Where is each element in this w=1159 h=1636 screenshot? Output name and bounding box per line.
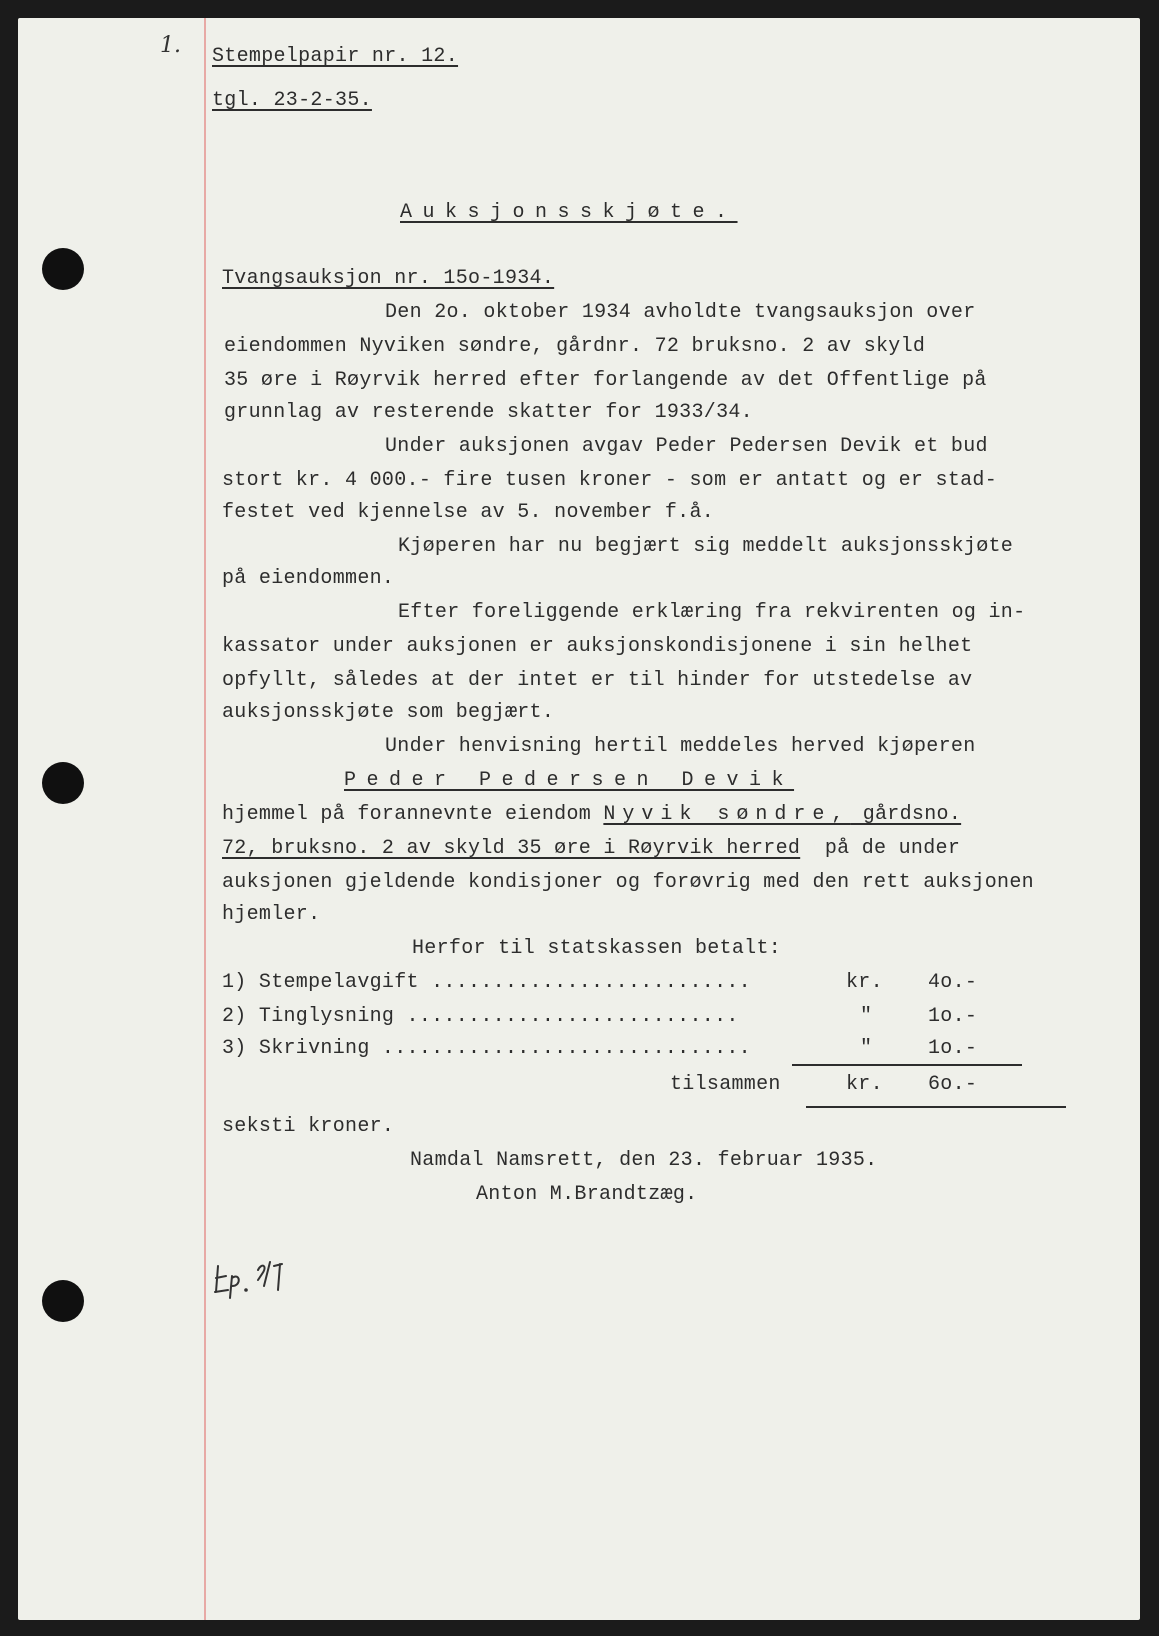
total-rule xyxy=(806,1106,1066,1108)
place-date: Namdal Namsrett, den 23. februar 1935. xyxy=(410,1149,878,1172)
fee-amount: 1o.- xyxy=(928,1037,978,1060)
text-line: Kjøperen har nu begjært sig meddelt auksjonsskjøte xyxy=(398,535,1014,558)
handwritten-initials xyxy=(212,1252,302,1305)
total-label: tilsammen xyxy=(670,1073,781,1096)
total-amount: 6o.- xyxy=(928,1073,978,1096)
text-line: Under auksjonen avgav Peder Pedersen Devik et bud xyxy=(385,435,988,458)
fee-label: 1) Stempelavgift .......................... xyxy=(222,971,751,994)
text-line xyxy=(222,802,961,828)
signatory: Anton M.Brandtzæg. xyxy=(476,1183,698,1206)
property-description: 72, bruksno. 2 av skyld 35 øre i Røyrvik herred xyxy=(222,837,801,860)
text-line: eiendommen Nyviken søndre, gårdnr. 72 bruksno. 2 av skyld xyxy=(224,335,926,358)
fee-amount: 1o.- xyxy=(928,1005,978,1028)
registration-date: tgl. 23-2-35. xyxy=(212,89,372,112)
case-number: Tvangsauksjon nr. 15o-1934. xyxy=(222,267,555,290)
punch-hole xyxy=(42,762,84,804)
total-in-words: seksti kroner. xyxy=(222,1115,395,1138)
text-line: 35 øre i Røyrvik herred efter forlangende av det Offentlige på xyxy=(224,369,987,392)
text-line: Den 2o. oktober 1934 avholdte tvangsauksjon over xyxy=(385,301,976,324)
text-line: Efter foreliggende erklæring fra rekvirenten og in- xyxy=(398,601,1026,624)
handwriting-icon xyxy=(212,1252,302,1300)
punch-hole xyxy=(42,1280,84,1322)
subtotal-rule xyxy=(792,1064,1022,1066)
margin-rule xyxy=(204,18,206,1620)
punch-hole xyxy=(42,248,84,290)
fee-label: 2) Tinglysning ........................... xyxy=(222,1005,739,1028)
text-line: stort kr. 4 000.- fire tusen kroner - som er antatt og er stad- xyxy=(222,469,998,492)
text-line: auksjonsskjøte som begjært. xyxy=(222,701,555,724)
fee-unit: " xyxy=(860,1037,873,1060)
stamp-paper-number: Stempelpapir nr. 12. xyxy=(212,45,459,68)
text-line: opfyllt, således at der intet er til hinder for utstedelse av xyxy=(222,669,973,692)
text-fragment: på de under xyxy=(824,837,961,860)
buyer-name: Peder Pedersen Devik xyxy=(344,769,795,792)
text-line: på eiendommen. xyxy=(222,567,395,590)
page-mark: 1. xyxy=(160,33,181,58)
text-line: auksjonen gjeldende kondisjoner og forøvrig med den rett auksjonen xyxy=(222,871,1034,894)
property-number: gårdsno. xyxy=(850,803,962,826)
document-title: Auksjonsskjøte. xyxy=(400,201,738,224)
fee-label: 3) Skrivning .............................. xyxy=(222,1037,751,1060)
fee-heading: Herfor til statskassen betalt: xyxy=(412,937,782,960)
fee-unit: " xyxy=(860,1005,873,1028)
text-line: Under henvisning hertil meddeles herved kjøperen xyxy=(385,735,976,758)
text-line: hjemler. xyxy=(222,903,321,926)
text-fragment: hjemmel på forannevnte eiendom xyxy=(222,803,592,826)
text-line: kassator under auksjonen er auksjonskondisjonene i sin helhet xyxy=(222,635,973,658)
text-line: festet ved kjennelse av 5. november f.å. xyxy=(222,501,715,524)
fee-unit: kr. xyxy=(846,971,883,994)
property-name: Nyvik søndre, xyxy=(603,803,851,826)
text-line: grunnlag av resterende skatter for 1933/34. xyxy=(224,401,753,424)
fee-amount: 4o.- xyxy=(928,971,978,994)
total-unit: kr. xyxy=(846,1073,883,1096)
text-line xyxy=(222,836,960,862)
